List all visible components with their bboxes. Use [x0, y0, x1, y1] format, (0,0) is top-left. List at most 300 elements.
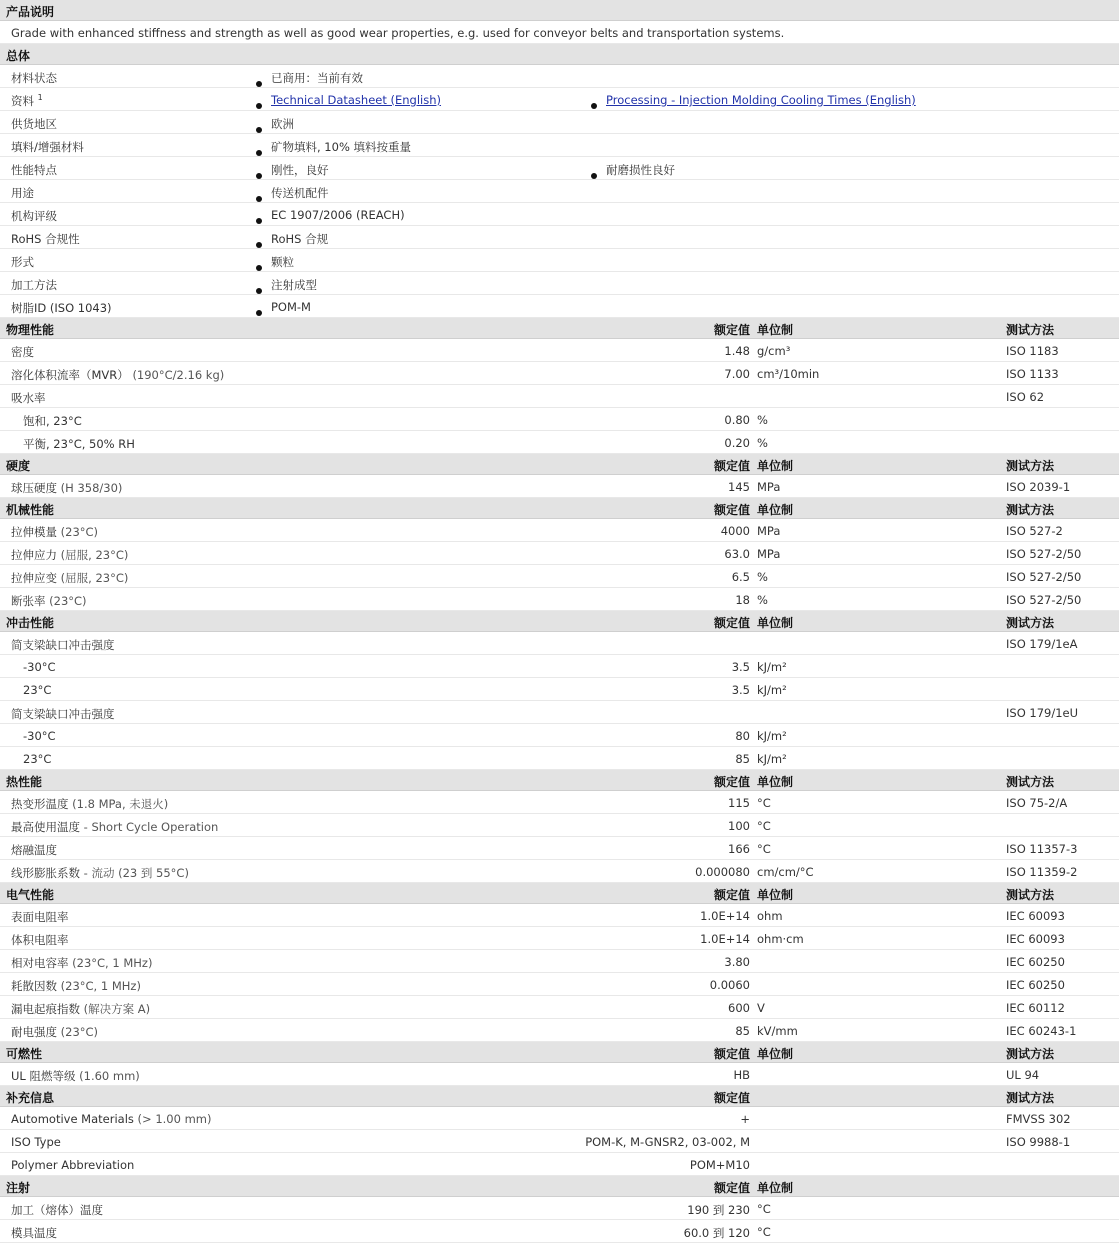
property-name: 体积电阻率: [11, 933, 69, 947]
property-value: 100: [728, 819, 750, 833]
test-method: ISO 11359-2: [1006, 865, 1078, 879]
general-label-text: 树脂ID (ISO 1043): [11, 301, 112, 315]
header-value: 额定值: [713, 616, 750, 630]
property-name: -30°C: [23, 729, 56, 743]
general-label: [11, 254, 34, 270]
property-unit: cm/cm/°C: [757, 865, 814, 879]
general-row: [0, 134, 1119, 157]
header-value: 额定值: [713, 1047, 750, 1061]
property-condition: (23°C): [49, 594, 87, 608]
property-unit: g/cm³: [757, 344, 791, 358]
header-value: 额定值: [713, 1091, 750, 1105]
general-row: [0, 88, 1119, 111]
test-method: ISO 9988-1: [1006, 1135, 1071, 1149]
header-method: 测试方法: [1006, 459, 1055, 473]
bullet-text: 已商用：当前有效: [271, 71, 363, 85]
property-name: 球压硬度: [11, 481, 57, 495]
property-name: 线形膨胀系数: [11, 866, 80, 880]
general-row: [0, 272, 1119, 295]
property-unit: °C: [757, 1202, 771, 1216]
test-method: ISO 2039-1: [1006, 480, 1071, 494]
general-row: [0, 249, 1119, 272]
bullet-item: [256, 116, 294, 132]
property-row: [0, 904, 1119, 927]
bullet-icon: [256, 242, 262, 248]
bullet-icon: [591, 173, 597, 179]
property-value: 0.20: [724, 436, 750, 450]
property-name: UL 阻燃等级: [11, 1069, 76, 1083]
property-row: [0, 519, 1119, 542]
property-label: [11, 932, 69, 948]
general-label-text: 形式: [11, 255, 34, 269]
property-name: 模具温度: [11, 1226, 57, 1240]
section-header: [0, 1042, 1119, 1063]
property-label: [23, 752, 51, 766]
general-row: [0, 203, 1119, 226]
property-name: ISO Type: [11, 1135, 61, 1149]
property-unit: MPa: [757, 524, 781, 538]
section-title: 电气性能: [6, 888, 55, 902]
property-label: [11, 865, 189, 881]
property-condition: (23°C, 1 MHz): [72, 956, 153, 970]
general-label-text: 性能特点: [11, 163, 57, 177]
bullet-icon: [256, 150, 262, 156]
property-value: 190 到 230: [687, 1203, 750, 1217]
property-value: 600: [728, 1001, 750, 1015]
property-condition: (H 358/30): [60, 481, 123, 495]
property-condition: (190°C/2.16 kg): [132, 368, 225, 382]
general-row: [0, 180, 1119, 203]
property-unit: kJ/m²: [757, 752, 787, 766]
property-name: 相对电容率: [11, 956, 69, 970]
property-unit: kJ/m²: [757, 660, 787, 674]
general-label: [11, 185, 34, 201]
property-value: 1.48: [724, 344, 750, 358]
property-label: [23, 683, 51, 697]
section-header: [0, 454, 1119, 475]
property-label: [11, 1001, 150, 1017]
section-header-product-description: [0, 0, 1119, 21]
bullet-item: [256, 231, 328, 247]
bullet-item: [256, 139, 411, 155]
property-unit: kJ/m²: [757, 683, 787, 697]
property-value: 166: [728, 842, 750, 856]
property-unit: %: [757, 413, 768, 427]
property-unit: °C: [757, 796, 771, 810]
property-label: [23, 413, 82, 429]
property-unit: ohm·cm: [757, 932, 804, 946]
property-label: [11, 480, 122, 496]
property-row: [0, 1019, 1119, 1042]
header-unit: 单位制: [757, 323, 794, 337]
general-label: [11, 300, 112, 316]
property-name: 平衡, 23°C, 50% RH: [23, 437, 135, 451]
property-condition: (23°C, 1 MHz): [60, 979, 141, 993]
property-label: [11, 1068, 140, 1084]
property-row: [0, 1130, 1119, 1153]
header-value: 额定值: [713, 775, 750, 789]
section-title: 补充信息: [6, 1091, 55, 1105]
bullet-item: [256, 93, 441, 107]
header-unit: 单位制: [757, 1047, 794, 1061]
property-row: [0, 1063, 1119, 1086]
test-method: ISO 1183: [1006, 344, 1059, 358]
header-unit: 单位制: [757, 775, 794, 789]
general-label-text: 加工方法: [11, 278, 57, 292]
property-value: 7.00: [724, 367, 750, 381]
property-label: [11, 1202, 103, 1218]
property-row: [0, 632, 1119, 655]
property-name: 溶化体积流率（MVR）: [11, 368, 129, 382]
section-title: 可燃性: [6, 1047, 43, 1061]
bullet-text: POM-M: [271, 300, 311, 314]
header-unit: 单位制: [757, 503, 794, 517]
bullet-icon: [256, 173, 262, 179]
general-label-text: 填料/增强材料: [11, 140, 84, 154]
section-header: [0, 1086, 1119, 1107]
property-row: [0, 362, 1119, 385]
property-value: 1.0E+14: [700, 932, 750, 946]
bullet-text: 欧洲: [271, 117, 294, 131]
header-value: 额定值: [713, 459, 750, 473]
bullet-icon: [256, 288, 262, 294]
header-method: 测试方法: [1006, 888, 1055, 902]
bullet-text: 矿物填料, 10% 填料按重量: [271, 140, 412, 154]
property-name: 饱和, 23°C: [23, 414, 82, 428]
property-value: 85: [735, 1024, 750, 1038]
property-condition: (屈服, 23°C): [60, 548, 129, 562]
property-value: 0.0060: [709, 978, 750, 992]
general-row: [0, 111, 1119, 134]
bullet-text: 颗粒: [271, 255, 294, 269]
property-unit: cm³/10min: [757, 367, 820, 381]
general-label-text: 供货地区: [11, 117, 57, 131]
property-row: [0, 565, 1119, 588]
bullet-text: 耐磨损性良好: [606, 163, 675, 177]
property-value: 6.5: [731, 570, 750, 584]
property-label: [11, 842, 57, 858]
property-condition: (1.8 MPa, 未退火): [72, 797, 169, 811]
bullet-text: 传送机配件: [271, 186, 329, 200]
header-method: 测试方法: [1006, 1091, 1055, 1105]
property-row: [0, 431, 1119, 454]
bullet-item: [256, 208, 405, 222]
test-method: IEC 60243-1: [1006, 1024, 1077, 1038]
property-name: 简支梁缺口冲击强度: [11, 707, 115, 721]
bullet-icon: [256, 218, 262, 224]
general-label-text: 资料: [11, 94, 34, 108]
general-label: [11, 208, 57, 224]
property-unit: %: [757, 436, 768, 450]
property-name: 断张率: [11, 594, 46, 608]
property-label: [11, 1112, 211, 1126]
header-method: 测试方法: [1006, 323, 1055, 337]
property-condition: (解决方案 A): [83, 1002, 151, 1016]
general-label-text: 机构评级: [11, 209, 57, 223]
property-row: [0, 655, 1119, 678]
section-header-general: [0, 44, 1119, 65]
section-title: 物理性能: [6, 323, 55, 337]
property-label: [11, 367, 224, 383]
property-row: [0, 927, 1119, 950]
property-label: [11, 819, 218, 835]
test-method: ISO 527-2/50: [1006, 570, 1082, 584]
bullet-icon: [256, 196, 262, 202]
property-unit: °C: [757, 819, 771, 833]
general-label: [11, 231, 80, 247]
property-name: 表面电阻率: [11, 910, 69, 924]
property-label: [11, 637, 115, 653]
header-value: 额定值: [713, 1181, 750, 1195]
header-unit: 单位制: [757, 1181, 794, 1195]
header-unit: 单位制: [757, 459, 794, 473]
property-value: HB: [733, 1068, 750, 1082]
section-title: 机械性能: [6, 503, 55, 517]
property-name: 23°C: [23, 683, 52, 697]
datasheet-link[interactable]: Technical Datasheet (English): [271, 93, 442, 107]
property-name: 拉伸应变: [11, 571, 57, 585]
section-header: [0, 883, 1119, 904]
general-label: [11, 93, 43, 109]
property-row: [0, 837, 1119, 860]
test-method: UL 94: [1006, 1068, 1040, 1082]
property-row: [0, 1153, 1119, 1176]
property-label: [23, 660, 56, 674]
general-label-text: 材料状态: [11, 71, 57, 85]
property-value: 1.0E+14: [700, 909, 750, 923]
property-name: 吸水率: [11, 391, 46, 405]
section-header: [0, 770, 1119, 791]
product-description-row: [0, 21, 1119, 44]
property-label: [11, 593, 87, 609]
property-name: 密度: [11, 345, 34, 359]
bullet-text: RoHS 合规: [271, 232, 329, 246]
bullet-icon: [256, 127, 262, 133]
property-unit: %: [757, 570, 768, 584]
test-method: ISO 11357-3: [1006, 842, 1078, 856]
property-value: 145: [728, 480, 750, 494]
property-name: 拉伸应力: [11, 548, 57, 562]
bullet-item: [591, 162, 675, 178]
property-name: 拉伸模量: [11, 525, 57, 539]
test-method: ISO 527-2/50: [1006, 547, 1082, 561]
property-label: [23, 436, 135, 452]
property-value: 115: [728, 796, 750, 810]
property-value: 3.80: [724, 955, 750, 969]
property-name: 热变形温度: [11, 797, 69, 811]
property-name: 最高使用温度: [11, 820, 80, 834]
header-unit: 单位制: [757, 616, 794, 630]
general-label-text: 用途: [11, 186, 34, 200]
general-label-text: RoHS 合规性: [11, 232, 80, 246]
property-label: [11, 390, 46, 406]
test-method: FMVSS 302: [1006, 1112, 1071, 1126]
property-value: POM-K, M-GNSR2, 03-002, M: [585, 1135, 750, 1149]
test-method: IEC 60112: [1006, 1001, 1065, 1015]
bullet-item: [256, 70, 363, 86]
property-label: [11, 909, 69, 925]
property-row: [0, 588, 1119, 611]
test-method: IEC 60093: [1006, 932, 1065, 946]
header-method: 测试方法: [1006, 775, 1055, 789]
bullet-text: 注射成型: [271, 278, 317, 292]
property-row: [0, 678, 1119, 701]
property-unit: °C: [757, 1225, 771, 1239]
header-value: 额定值: [713, 503, 750, 517]
property-unit: %: [757, 593, 768, 607]
property-value: 0.80: [724, 413, 750, 427]
property-value: 0.000080: [695, 865, 750, 879]
header-method: 测试方法: [1006, 616, 1055, 630]
property-name: 23°C: [23, 752, 52, 766]
test-method: ISO 527-2/50: [1006, 593, 1082, 607]
general-label: [11, 277, 57, 293]
bullet-icon: [256, 81, 262, 87]
property-row: [0, 860, 1119, 883]
property-label: [11, 706, 115, 722]
property-condition: (23°C): [60, 1025, 99, 1039]
header-value: 额定值: [713, 323, 750, 337]
property-label: [11, 1158, 134, 1172]
property-unit: kJ/m²: [757, 729, 787, 743]
property-name: 耗散因数: [11, 979, 57, 993]
property-label: [11, 955, 152, 971]
bullet-item: [256, 162, 329, 178]
property-row: [0, 973, 1119, 996]
bullet-item: [256, 277, 317, 293]
property-label: [11, 344, 34, 360]
property-condition: (屈服, 23°C): [60, 571, 129, 585]
property-name: 耐电强度: [11, 1025, 57, 1039]
property-row: [0, 475, 1119, 498]
property-name: 加工（熔体）温度: [11, 1203, 103, 1217]
section-header: [0, 498, 1119, 519]
property-row: [0, 385, 1119, 408]
property-row: [0, 701, 1119, 724]
property-unit: ohm: [757, 909, 783, 923]
section-title: 注射: [6, 1181, 31, 1195]
general-label: [11, 116, 57, 132]
test-method: ISO 1133: [1006, 367, 1059, 381]
bullet-icon: [591, 103, 597, 109]
property-value: POM+M10: [689, 1158, 750, 1172]
property-label: [11, 796, 168, 812]
property-unit: MPa: [757, 480, 781, 494]
property-row: [0, 791, 1119, 814]
property-row: [0, 1197, 1119, 1220]
test-method: ISO 179/1eA: [1006, 637, 1078, 651]
property-row: [0, 950, 1119, 973]
test-method: IEC 60093: [1006, 909, 1065, 923]
property-label: [11, 1135, 61, 1149]
property-condition: - Short Cycle Operation: [83, 820, 219, 834]
property-unit: MPa: [757, 547, 781, 561]
property-unit: V: [757, 1001, 765, 1015]
property-unit: kV/mm: [757, 1024, 798, 1038]
property-value: 60.0 到 120: [683, 1226, 750, 1240]
section-title: 总体: [6, 49, 31, 63]
property-row: [0, 1107, 1119, 1130]
property-label: [11, 1225, 57, 1241]
property-value: 3.5: [731, 683, 750, 697]
bullet-item: [256, 300, 311, 314]
property-row: [0, 408, 1119, 431]
property-name: Polymer Abbreviation: [11, 1158, 135, 1172]
property-row: [0, 747, 1119, 770]
test-method: ISO 527-2: [1006, 524, 1063, 538]
test-method: ISO 179/1eU: [1006, 706, 1079, 720]
property-label: [11, 978, 141, 994]
footnote-marker: 1: [37, 93, 43, 103]
property-row: [0, 996, 1119, 1019]
property-name: -30°C: [23, 660, 56, 674]
property-condition: (1.60 mm): [79, 1069, 140, 1083]
section-header: [0, 318, 1119, 339]
property-name: Automotive Materials: [11, 1112, 134, 1126]
property-value: 80: [735, 729, 750, 743]
section-header: [0, 1176, 1119, 1197]
section-title: 热性能: [6, 775, 43, 789]
property-value: 4000: [720, 524, 750, 538]
section-title: 冲击性能: [6, 616, 55, 630]
header-method: 测试方法: [1006, 1047, 1055, 1061]
general-row: [0, 157, 1119, 180]
property-label: [11, 524, 98, 540]
header-unit: 单位制: [757, 888, 794, 902]
bullet-item: [591, 93, 916, 107]
bullet-text: EC 1907/2006 (REACH): [271, 208, 405, 222]
property-label: [11, 547, 128, 563]
bullet-icon: [256, 310, 262, 316]
test-method: ISO 62: [1006, 390, 1045, 404]
property-row: [0, 339, 1119, 362]
property-name: 漏电起痕指数: [11, 1002, 80, 1016]
bullet-icon: [256, 265, 262, 271]
general-label: [11, 70, 57, 86]
section-title: 硬度: [6, 459, 31, 473]
property-value: +: [740, 1112, 750, 1126]
property-label: [23, 729, 56, 743]
property-label: [11, 1024, 98, 1040]
product-description-text: Grade with enhanced stiffness and strength as well as good wear properties, e.g. used for conveyor belts and transportation systems.: [11, 26, 785, 40]
test-method: IEC 60250: [1006, 955, 1065, 969]
bullet-item: [256, 185, 329, 201]
property-label: [11, 570, 128, 586]
section-header: [0, 611, 1119, 632]
datasheet-link[interactable]: Processing - Injection Molding Cooling Times (English): [606, 93, 916, 107]
general-label: [11, 139, 84, 155]
property-name: 简支梁缺口冲击强度: [11, 638, 115, 652]
general-label: [11, 162, 57, 178]
property-row: [0, 542, 1119, 565]
section-title: 产品说明: [6, 5, 55, 19]
property-sections: [0, 318, 1119, 1243]
header-method: 测试方法: [1006, 503, 1055, 517]
header-value: 额定值: [713, 888, 750, 902]
general-row: [0, 295, 1119, 318]
property-value: 85: [735, 752, 750, 766]
property-unit: °C: [757, 842, 771, 856]
bullet-icon: [256, 103, 262, 109]
general-row: [0, 226, 1119, 249]
property-condition: - 流动 (23 到 55°C): [83, 866, 189, 880]
property-condition: (> 1.00 mm): [137, 1112, 212, 1126]
property-value: 3.5: [731, 660, 750, 674]
test-method: IEC 60250: [1006, 978, 1065, 992]
property-condition: (23°C): [60, 525, 99, 539]
property-row: [0, 1220, 1119, 1243]
bullet-text: 刚性，良好: [271, 163, 329, 177]
